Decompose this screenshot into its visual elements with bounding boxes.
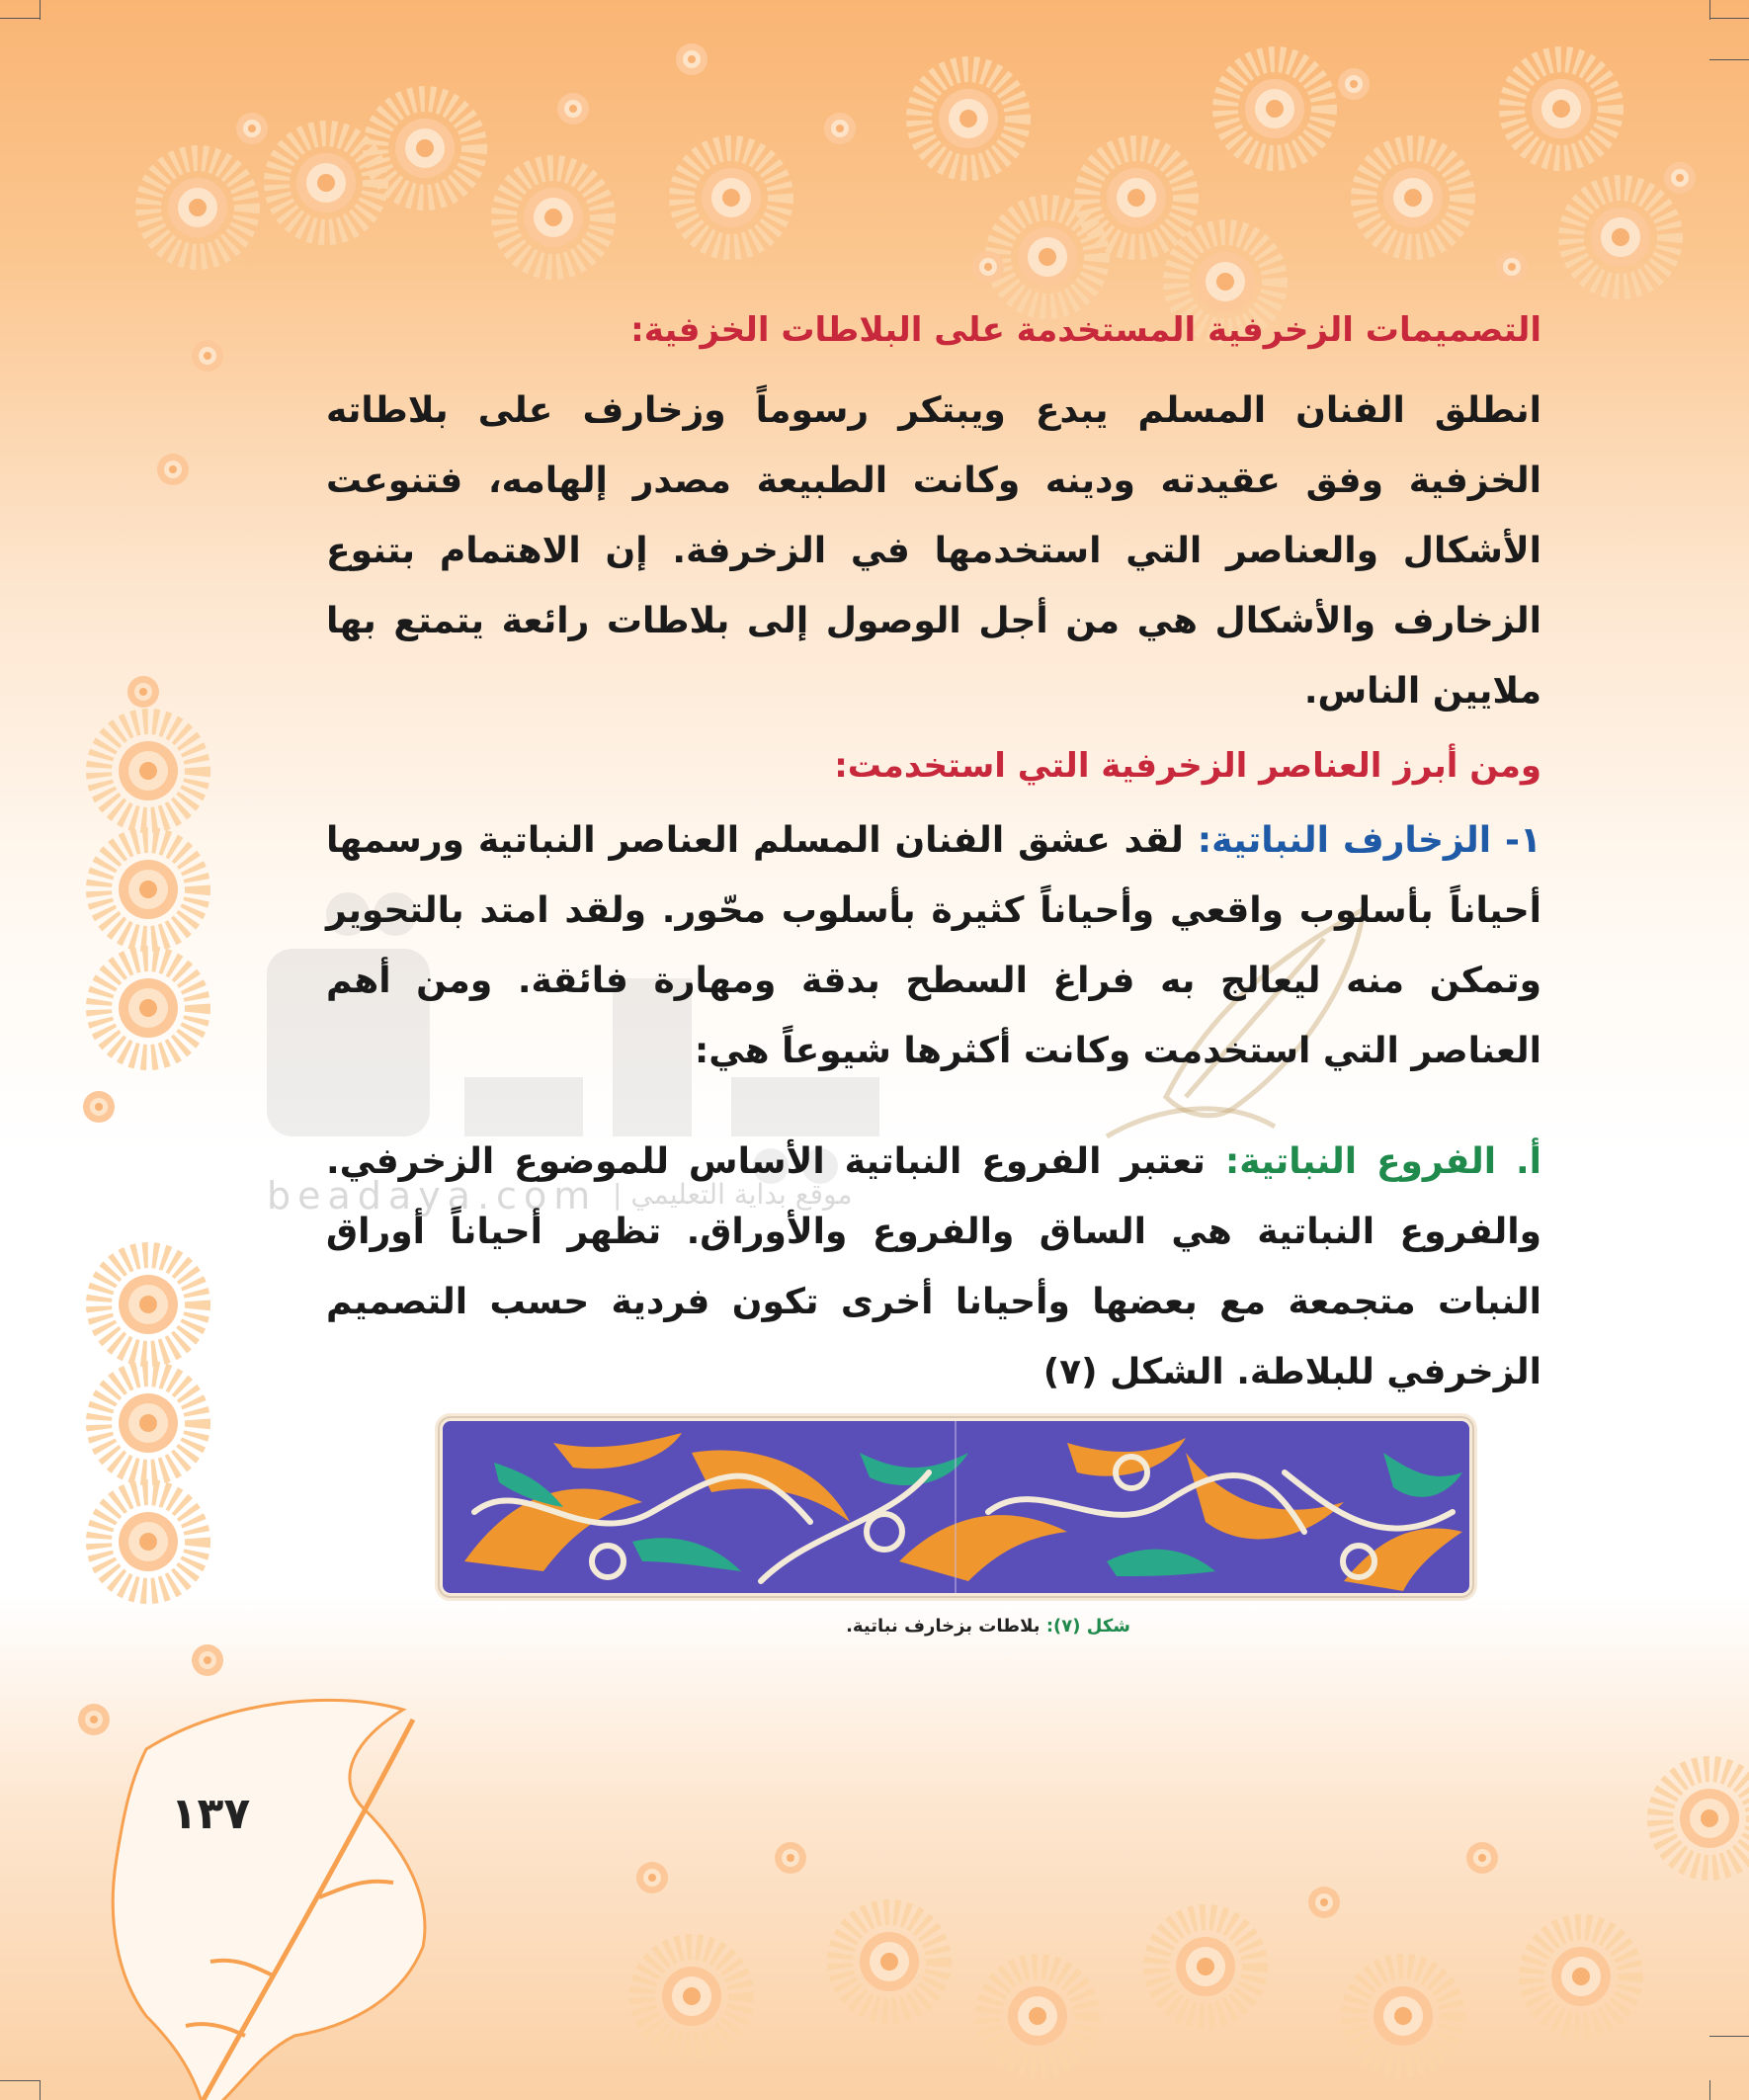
intro-paragraph: انطلق الفنان المسلم يبدع ويبتكر رسوماً وزخارف على بلاطاته الخزفية وفق عقيدته ودينه وكانت الطبيعة مصدر إلهامه، فتنوعت الأشكال والعناصر التي استخدمها في الزخرفة. إن الاهتمام بتنوع الزخارف والأشكال هي من أجل الوصول إلى بلاطات رائعة يتمتع بها ملايين الناس.: [326, 390, 1541, 712]
item-plant-motifs: [326, 805, 1541, 1086]
item-plant-motifs-label: ١- الزخارف النباتية:: [1197, 820, 1541, 861]
section-heading: التصميمات الزخرفية المستخدمة على البلاطات الخزفية:: [630, 310, 1541, 350]
watermark-tagline: موقع بداية التعليمي |: [613, 1178, 853, 1211]
figure-tile-image: [435, 1413, 1477, 1601]
item-plant-branches-text: تعتبر الفروع النباتية الأساس للموضوع الزخرفي. والفروع النباتية هي الساق والفروع والأوراق. تظهر أحياناً أوراق النبات متجمعة مع بعضها وأحيانا أخرى تكون فردية حسب التصميم الزخرفي للبلاطة. الشكل (٧): [326, 1141, 1541, 1392]
watermark-site: beadaya.com: [267, 1174, 598, 1218]
figure-caption: [593, 1616, 1130, 1637]
leaf-icon: [113, 1700, 425, 2100]
figure-caption-text: بلاطات بزخارف نباتية.: [846, 1616, 1041, 1637]
figure-caption-label: شكل (٧):: [1045, 1616, 1130, 1637]
item-plant-motifs-text: لقد عشق الفنان المسلم العناصر النباتية ورسمها أحياناً بأسلوب واقعي وأحياناً كثيرة بأسلوب محّور. ولقد امتد بالتحوير وتمكن منه ليعالج به فراغ السطح بدقة ومهارة فائقة. ومن أهم العناصر التي استخدمت وكانت أكثرها شيوعاً هي:: [326, 820, 1541, 1071]
page-number: ١٣٧: [170, 1789, 251, 1839]
item-plant-branches-label: أ. الفروع النباتية:: [1224, 1141, 1541, 1182]
item-plant-branches: [326, 1127, 1541, 1407]
subsection-heading: ومن أبرز العناصر الزخرفية التي استخدمت:: [834, 746, 1541, 786]
